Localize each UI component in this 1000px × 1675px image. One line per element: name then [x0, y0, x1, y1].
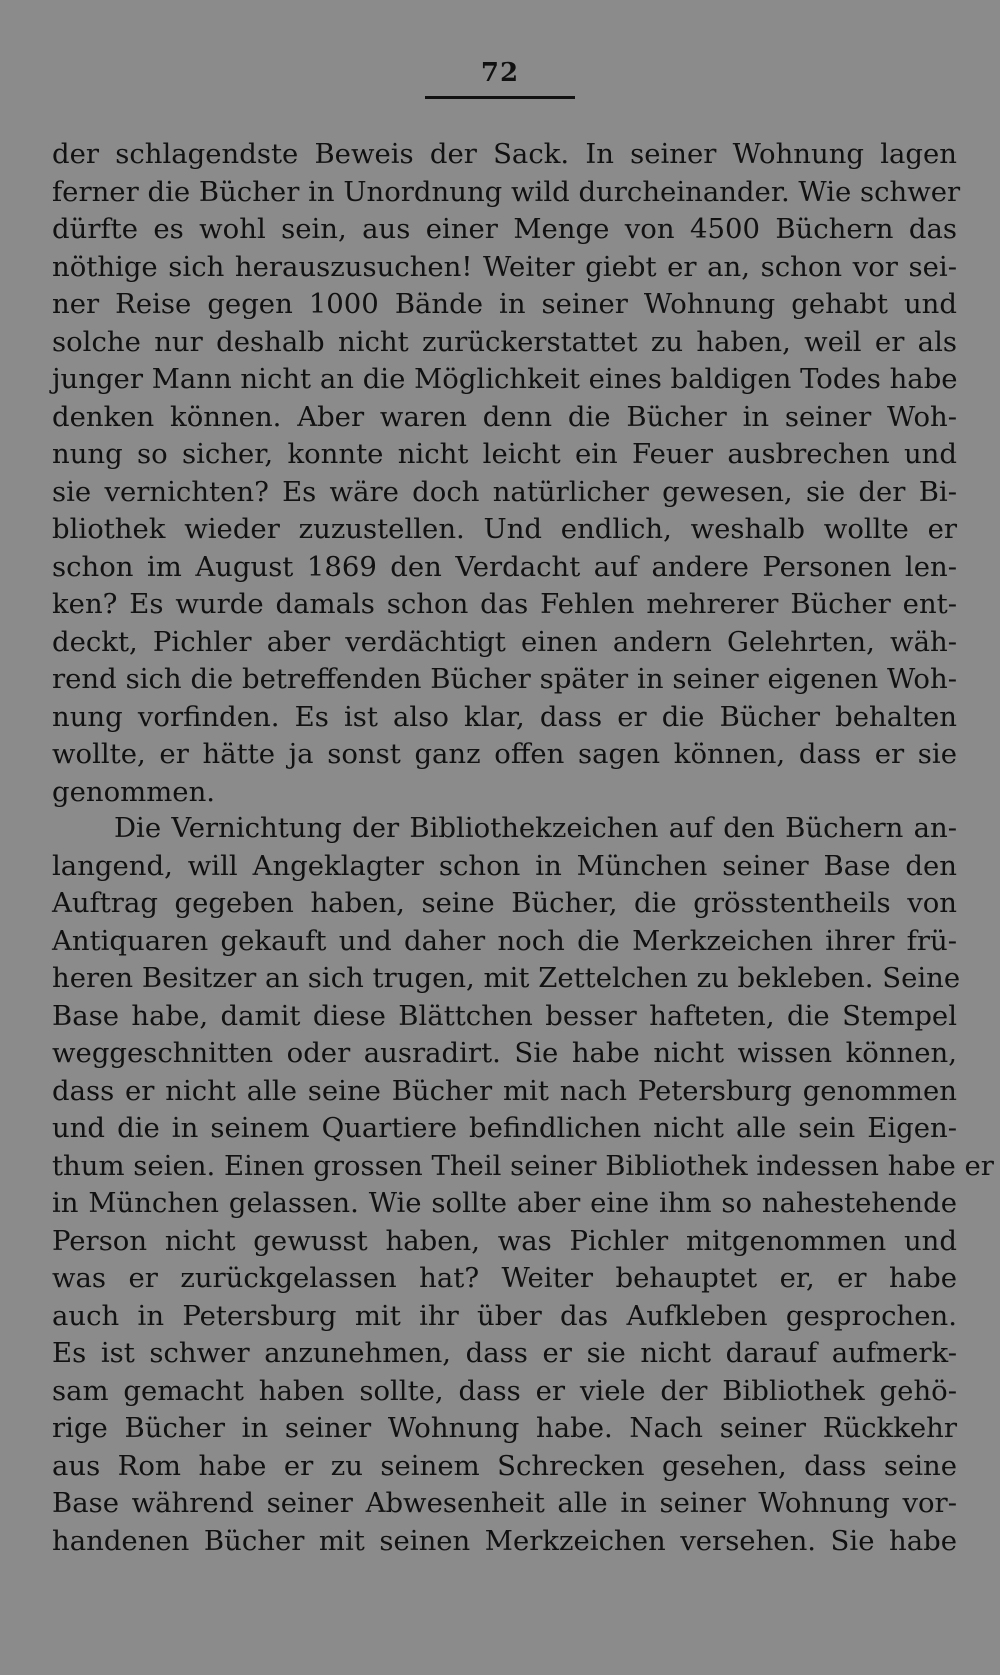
text-line: genommen. [52, 775, 216, 808]
text-line: schon im August 1869 den Verdacht auf andere Personen len- [52, 550, 957, 583]
text-line: in München gelassen. Wie sollte aber eine ihm so nahestehende [52, 1187, 957, 1219]
text-line: rige Bücher in seiner Wohnung habe. Nach seiner Rückkehr [52, 1412, 957, 1444]
text-line: weggeschnitten oder ausradirt. Sie habe nicht wissen können, [52, 1037, 957, 1069]
page-number: 72 [480, 58, 520, 88]
page-number-rule [425, 96, 575, 99]
text-line: sie vernichten? Es wäre doch natürlicher gewesen, sie der Bi- [52, 475, 957, 508]
text-line: heren Besitzer an sich trugen, mit Zettelchen zu bekleben. Seine [52, 962, 961, 994]
text-line: sam gemacht haben sollte, dass er viele der Bibliothek gehö- [52, 1374, 957, 1407]
text-line: dass er nicht alle seine Bücher mit nach Petersburg genommen [52, 1074, 957, 1107]
text-line: ner Reise gegen 1000 Bände in seiner Wohnung gehabt und [52, 288, 957, 320]
text-line: deckt, Pichler aber verdächtigt einen andern Gelehrten, wäh- [52, 625, 957, 658]
text-line: Base habe, damit diese Blättchen besser hafteten, die Stempel [52, 999, 957, 1032]
text-line: ken? Es wurde damals schon das Fehlen mehrerer Bücher ent- [52, 588, 957, 620]
text-line: ferner die Bücher in Unordnung wild durcheinander. Wie schwer [52, 175, 961, 208]
text-line: auch in Petersburg mit ihr über das Aufkleben gesprochen. [52, 1299, 957, 1332]
text-line: der schlagendste Beweis der Sack. In seiner Wohnung lagen [52, 138, 957, 170]
text-line: handenen Bücher mit seinen Merkzeichen versehen. Sie habe [52, 1524, 957, 1557]
text-line: nung so sicher, konnte nicht leicht ein Feuer ausbrechen und [52, 438, 957, 470]
paragraph-1 [52, 136, 961, 811]
text-line: Auftrag gegeben haben, seine Bücher, die grösstentheils von [52, 887, 957, 919]
text-line: nung vorfinden. Es ist also klar, dass er die Bücher behalten [52, 700, 957, 733]
text-line: aus Rom habe er zu seinem Schrecken gesehen, dass seine [52, 1449, 957, 1482]
text-line: was er zurückgelassen hat? Weiter behauptet er, er habe [52, 1262, 957, 1294]
text-line: thum seien. Einen grossen Theil seiner Bibliothek indessen habe er [52, 1149, 994, 1182]
text-line: Die Vernichtung der Bibliothekzeichen auf den Büchern an- [114, 812, 957, 844]
text-line: bliothek wieder zuzustellen. Und endlich, weshalb wollte er [52, 513, 957, 545]
text-line: denken können. Aber waren denn die Bücher in seiner Woh- [52, 400, 957, 433]
text-line: und die in seinem Quartiere befindlichen nicht alle sein Eigen- [52, 1112, 957, 1144]
text-line: Es ist schwer anzunehmen, dass er sie nicht darauf aufmerk- [52, 1337, 957, 1369]
paragraph-2 [52, 810, 994, 1560]
text-line: dürfte es wohl sein, aus einer Menge von 4500 Büchern das [52, 213, 957, 245]
text-line: Base während seiner Abwesenheit alle in seiner Wohnung vor- [52, 1487, 957, 1519]
text-line: nöthige sich herauszusuchen! Weiter giebt er an, schon vor sei- [52, 250, 957, 283]
text-line: langend, will Angeklagter schon in München seiner Base den [52, 849, 957, 882]
text-line: wollte, er hätte ja sonst ganz offen sagen können, dass er sie [52, 738, 957, 770]
text-line: Person nicht gewusst haben, was Pichler mitgenommen und [52, 1224, 957, 1257]
text-line: junger Mann nicht an die Möglichkeit eines baldigen Todes habe [52, 363, 958, 395]
text-line: Antiquaren gekauft und daher noch die Merkzeichen ihrer frü- [52, 924, 957, 957]
text-line: rend sich die betreffenden Bücher später in seiner eigenen Woh- [52, 663, 957, 695]
text-line: solche nur deshalb nicht zurückerstattet zu haben, weil er als [52, 325, 957, 358]
